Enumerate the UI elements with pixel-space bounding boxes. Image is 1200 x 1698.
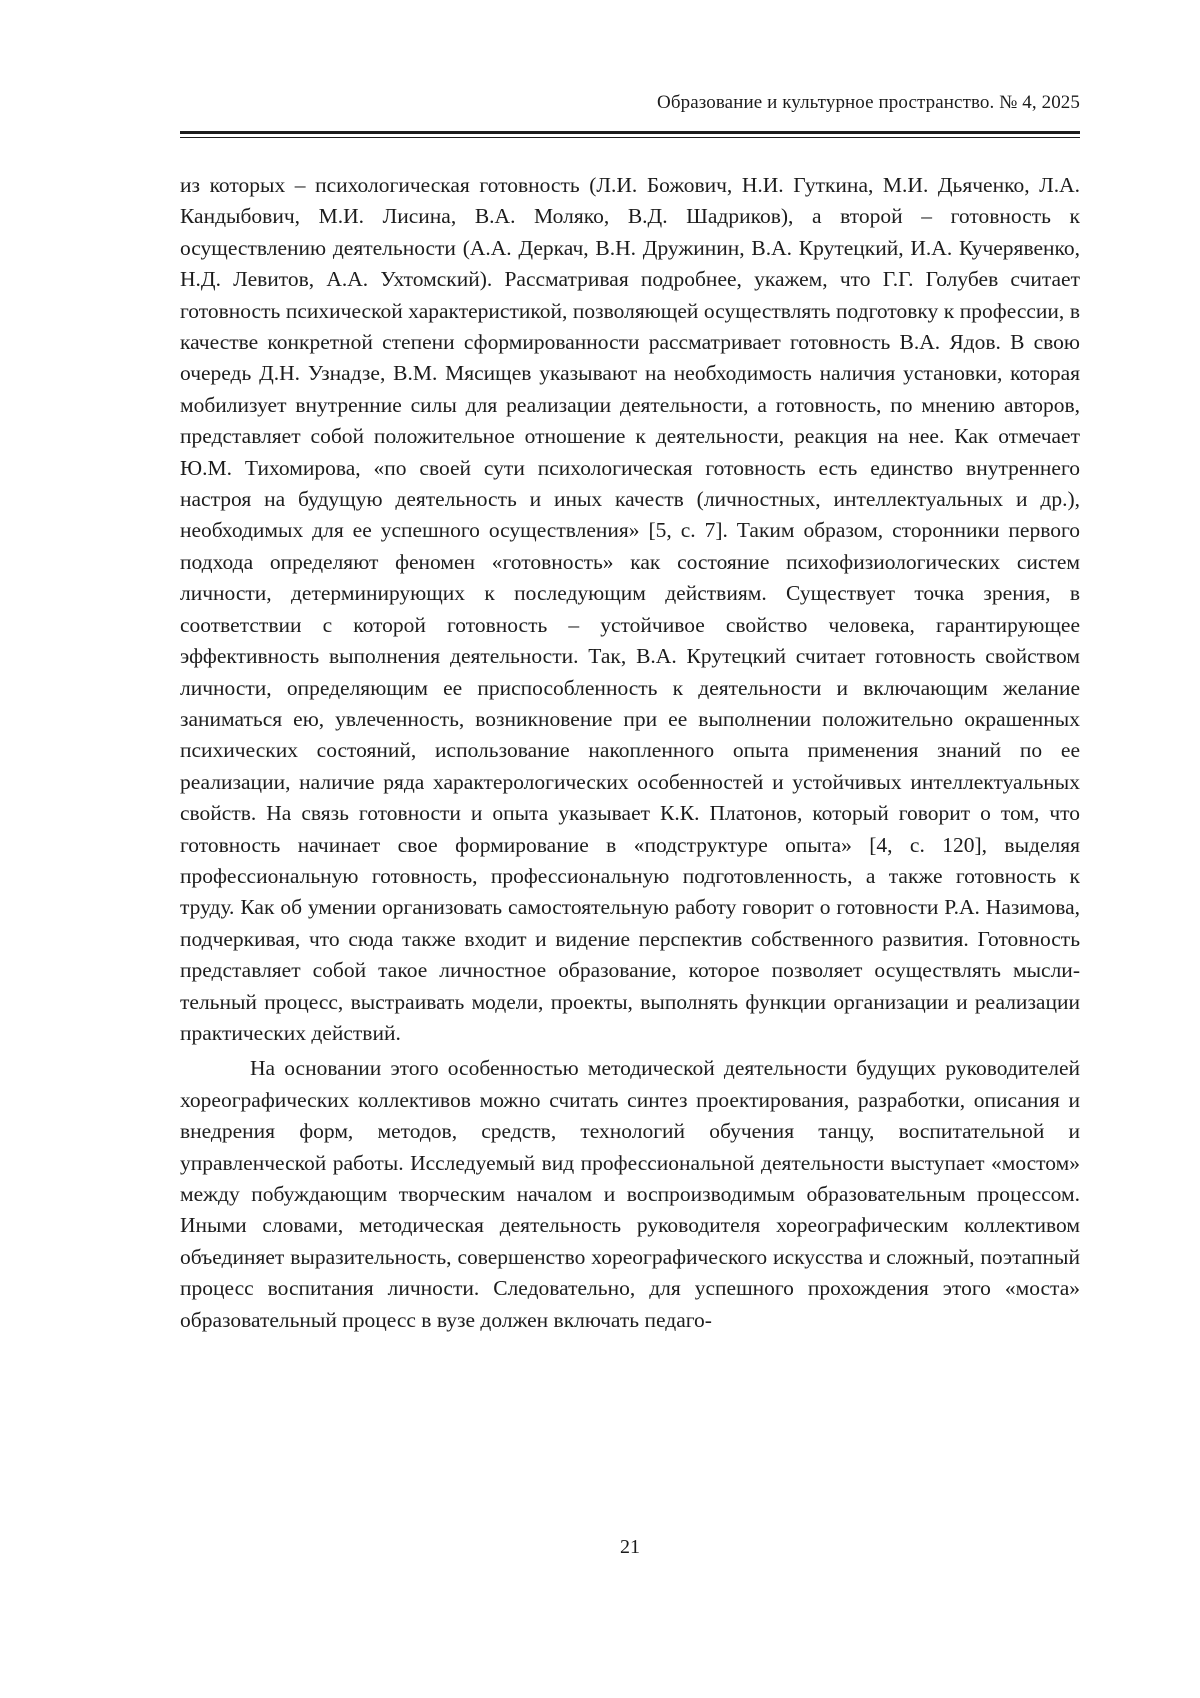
article-body <box>180 170 1080 1336</box>
running-header: Образование и культурное пространство. № 4, 2025 <box>657 92 1080 113</box>
paragraph-continued: из которых – психологическая готовность (Л.И. Божович, Н.И. Гуткина, М.И. Дьяченко, Л.А. Кандыбович, М.И. Лисина, В.А. Моляко, В.Д. Шадриков), а второй – готовность к осуществлению деятельности (А.А. Деркач, В.Н. Дружинин, В.А. Крутецкий, И.А. Кучерявенко, Н.Д. Левитов, А.А. Ухтомский). Рассматривая подробнее, укажем, что Г.Г. Голубев считает готовность психической характеристикой, позволяющей осуществлять подготовку к профессии, в качестве конкретной степени сформированности рассматривает готовность В.А. Ядов. В свою очередь Д.Н. Узнадзе, В.М. Мясищев указывают на необходимость наличия установки, которая мобилизует внутренние силы для реализации деятельности, а готовность, по мнению авторов, представляет собой положительное отношение к деятельности, реакция на нее. Как отмечает Ю.М. Тихомирова, «по своей сути психологическая готовность есть единство внутреннего настроя на будущую деятельность и иных качеств (личностных, интеллектуальных и др.), необходимых для ее успешного осуществления» [5, с. 7]. Таким образом, сторонники первого подхода определяют феномен «готовность» как состояние психофизиологических систем личности, детерминирующих к последующим действиям. Существует точка зрения, в соответствии с которой готовность – устойчивое свойство человека, гарантирующее эффективность выполнения деятельности. Так, В.А. Крутецкий считает готовность свойством личности, определяющим ее приспособленность к деятельности и включающим желание заниматься ею, увлеченность, возникновение при ее выполнении положительно окрашенных психических состояний, использование накопленного опыта применения знаний по ее реализации, наличие ряда характерологических особенностей и устойчивых интеллектуальных свойств. На связь готовности и опыта указывает К.К. Платонов, который говорит о том, что готовность начинает свое формирование в «подструктуре опыта» [4, с. 120], выделяя профессиональную готовность, профессиональную подготовленность, а также готовность к труду. Как об умении организовать самостоятельную работу говорит о готовности Р.А. Назимова, подчеркивая, что сюда также входит и видение перспектив собственного развития. Готовность представляет собой такое личностное образование, которое позволяет осуществлять мыслительный процесс, выстраивать модели, проекты, выполнять функции организации и реализации практических действий. <box>180 173 1080 1045</box>
paragraph-new: На основании этого особенностью методической деятельности будущих руководителей хореографических коллективов можно считать синтез проектирования, разработки, описания и внедрения форм, методов, средств, технологий обучения танцу, воспитательной и управленческой работы. Исследуемый вид профессиональной деятельности выступает «мостом» между побуждающим творческим началом и воспроизводимым образовательным процессом. Иными словами, методическая деятельность руководителя хореографическим коллективом объединяет выразительность, совершенство хореографического искусства и сложный, поэтапный процесс воспитания личности. Следовательно, для успешного прохождения этого «моста» образовательный процесс в вузе должен включать педаго- <box>180 1056 1080 1332</box>
header-rule-thin <box>180 137 1080 138</box>
page-number: 21 <box>620 1536 640 1558</box>
header-rule-thick <box>180 131 1080 134</box>
